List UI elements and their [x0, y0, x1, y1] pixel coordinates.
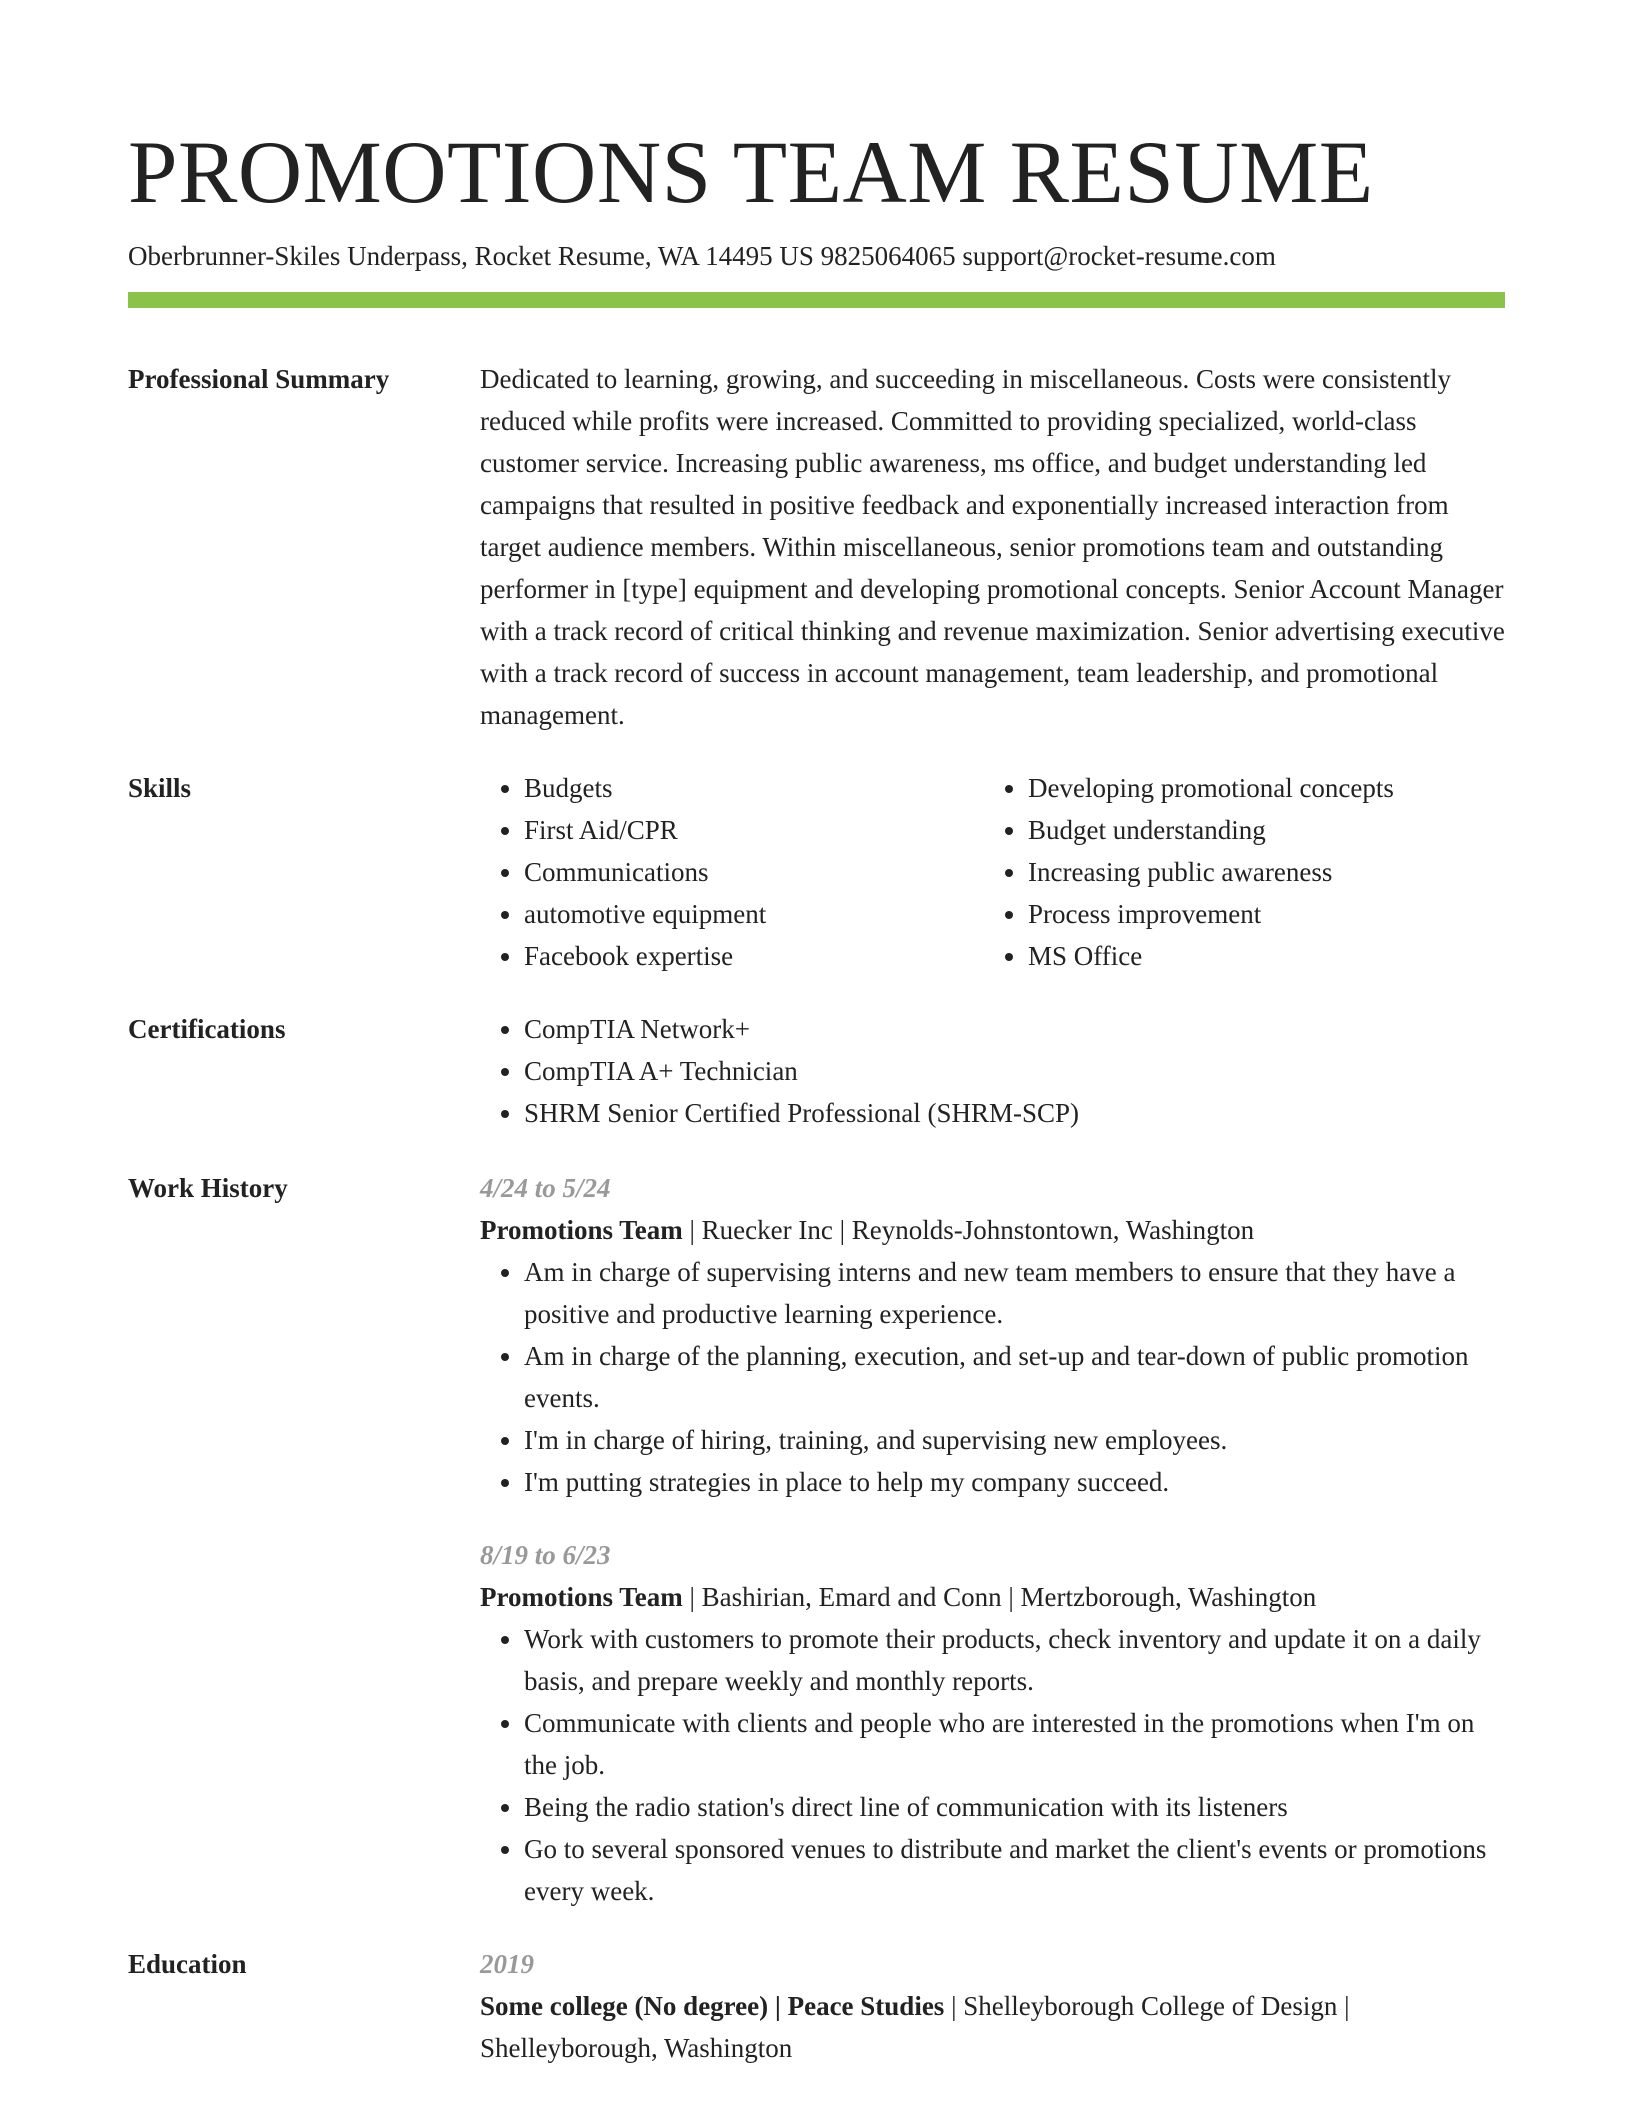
section-label-certifications: Certifications: [128, 1014, 286, 1044]
resume-page: [128, 118, 1505, 2069]
education-heading: [480, 1985, 1505, 2069]
contact-line: Oberbrunner-Skiles Underpass, Rocket Resume, WA 14495 US 9825064065 support@rocket-resume.com: [128, 241, 1276, 271]
skill-item: • Facebook expertise: [524, 935, 984, 977]
certification-item: • CompTIA Network+: [524, 1008, 1505, 1050]
job-heading: [480, 1576, 1505, 1618]
job-bullet: • I'm putting strategies in place to help my company succeed.: [524, 1461, 1505, 1503]
section-label-summary: Professional Summary: [128, 364, 390, 394]
job-bullet: • Am in charge of the planning, execution, and set-up and tear-down of public promotion events.: [524, 1335, 1505, 1419]
certification-item: • CompTIA A+ Technician: [524, 1050, 1505, 1092]
skill-item: • Increasing public awareness: [1028, 851, 1488, 893]
skills-list-right: [984, 767, 1488, 977]
job-date: 4/24 to 5/24: [480, 1173, 611, 1203]
education-section: [128, 1943, 1505, 2069]
job-details: | Bashirian, Emard and Conn | Mertzborough, Washington: [682, 1582, 1317, 1612]
job-entry: [480, 1534, 1505, 1912]
section-label-education: Education: [128, 1949, 247, 1979]
section-label-work: Work History: [128, 1173, 288, 1203]
skill-item: • automotive equipment: [524, 893, 984, 935]
certifications-section: [128, 1008, 1505, 1134]
accent-divider: [128, 292, 1505, 308]
skill-item: • Budget understanding: [1028, 809, 1488, 851]
job-bullet: • Work with customers to promote their products, check inventory and update it on a daily basis, and prepare weekly and monthly reports.: [524, 1618, 1505, 1702]
skill-item: • MS Office: [1028, 935, 1488, 977]
skill-item: • Process improvement: [1028, 893, 1488, 935]
job-bullet: • Being the radio station's direct line of communication with its listeners: [524, 1786, 1505, 1828]
skills-list-left: [480, 767, 984, 977]
resume-title: PROMOTIONS TEAM RESUME: [128, 124, 1374, 222]
summary-text: Dedicated to learning, growing, and succeeding in miscellaneous. Costs were consistently reduced while profits were increased. Committed to providing specialized, world-class customer service. Increasing public awareness, ms office, and budget understanding led campaigns that resulted in positive feedback and exponentially increased interaction from target audience members. Within miscellaneous, senior promotions team and outstanding performer in [type] equipment and developing promotional concepts. Senior Account Manager with a track record of critical thinking and revenue maximization. Senior advertising executive with a track record of success in account management, team leadership, and promotional management.: [480, 364, 1505, 730]
certification-item: • SHRM Senior Certified Professional (SHRM-SCP): [524, 1092, 1505, 1134]
work-history-section: [128, 1167, 1505, 1912]
education-date: 2019: [480, 1949, 534, 1979]
job-role: Promotions Team: [480, 1215, 683, 1245]
job-date: 8/19 to 6/23: [480, 1540, 611, 1570]
skill-item: • Budgets: [524, 767, 984, 809]
job-bullet: • Am in charge of supervising interns and new team members to ensure that they have a positive and productive learning experience.: [524, 1251, 1505, 1335]
skill-item: • Communications: [524, 851, 984, 893]
job-role: Promotions Team: [480, 1582, 683, 1612]
education-details: | Shelleyborough College of Design | Shelleyborough, Washington: [480, 1991, 1350, 2063]
summary-section: [128, 358, 1505, 736]
job-bullets: [480, 1618, 1505, 1912]
education-degree: Some college (No degree) | Peace Studies: [480, 1991, 945, 2021]
certifications-list: [480, 1008, 1505, 1134]
job-bullet: • Communicate with clients and people who are interested in the promotions when I'm on the job.: [524, 1702, 1505, 1786]
skill-item: • Developing promotional concepts: [1028, 767, 1488, 809]
skill-item: • First Aid/CPR: [524, 809, 984, 851]
job-heading: [480, 1209, 1505, 1251]
job-bullet: • I'm in charge of hiring, training, and supervising new employees.: [524, 1419, 1505, 1461]
job-bullets: [480, 1251, 1505, 1503]
section-label-skills: Skills: [128, 773, 192, 803]
skills-section: [128, 767, 1505, 977]
job-entry: [480, 1167, 1505, 1503]
job-details: | Ruecker Inc | Reynolds-Johnstontown, Washington: [682, 1215, 1255, 1245]
job-bullet: • Go to several sponsored venues to distribute and market the client's events or promotions every week.: [524, 1828, 1505, 1912]
